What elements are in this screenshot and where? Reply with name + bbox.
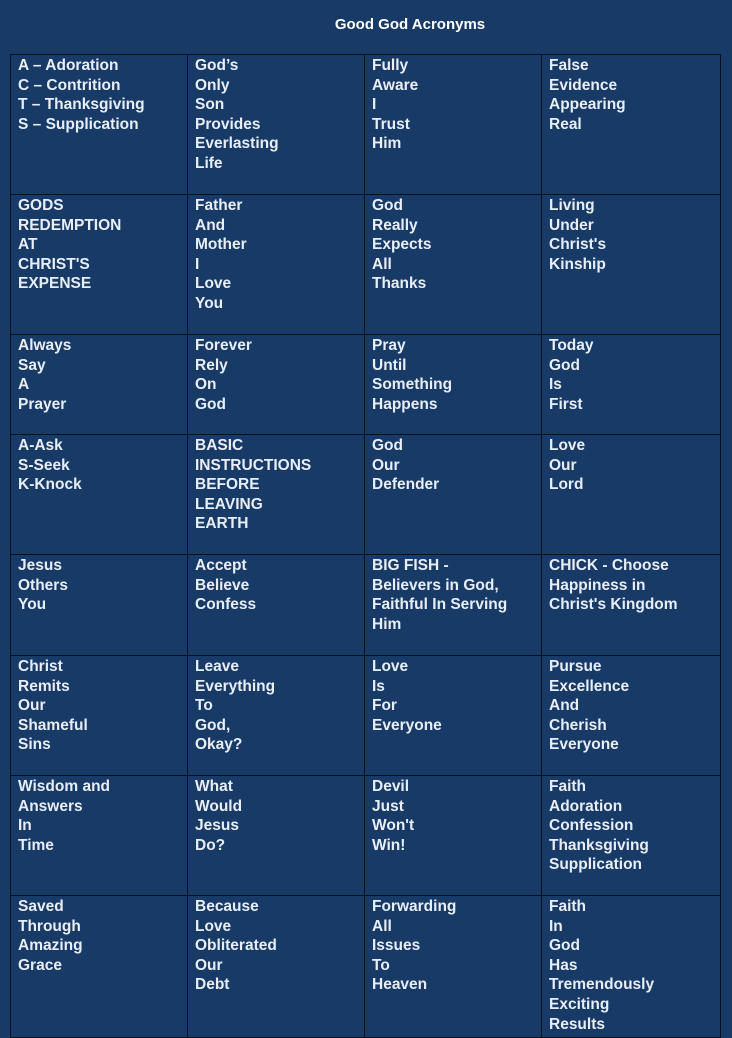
acronym-line: Father (195, 197, 243, 214)
acronym-line: A – Adoration (18, 57, 119, 74)
acronym-line: All (372, 917, 392, 935)
acronym-text (18, 336, 187, 414)
acronym-line: T – Thanksgiving (18, 96, 145, 114)
acronym-line: Pursue (549, 658, 602, 675)
acronym-line: Rely (195, 356, 228, 374)
acronym-line: Evidence (549, 76, 618, 94)
acronym-cell (11, 656, 188, 776)
acronym-text (372, 436, 541, 495)
acronym-line: I (195, 255, 200, 273)
acronym-cell (542, 55, 721, 195)
acronym-text (549, 897, 720, 1034)
acronym-line: AT (18, 236, 38, 254)
acronym-line: Our (372, 456, 400, 474)
acronym-cell (11, 896, 188, 1038)
acronym-line: Love (372, 658, 409, 675)
acronym-line: Accept (195, 557, 247, 574)
acronym-line: Pray (372, 337, 406, 354)
acronym-text (372, 56, 541, 154)
acronym-line: EARTH (195, 515, 249, 533)
acronym-line: God (195, 395, 226, 413)
acronym-line: REDEMPTION (18, 216, 122, 234)
acronym-line: On (195, 376, 217, 394)
acronym-line: Faith (549, 898, 587, 915)
acronym-text (372, 556, 541, 634)
acronym-text (18, 556, 187, 615)
acronym-line: S-Seek (18, 456, 70, 474)
acronym-cell (365, 335, 542, 435)
acronym-line: Confession (549, 817, 634, 835)
acronym-line: Everything (195, 677, 276, 695)
acronym-text (549, 657, 720, 755)
acronym-line: Results (549, 1015, 605, 1033)
acronym-line: Our (549, 456, 577, 474)
acronym-text (195, 777, 364, 855)
acronym-line: God’s (195, 57, 239, 74)
acronym-line: Expects (372, 236, 432, 254)
acronym-line: C – Contrition (18, 76, 121, 94)
acronym-line: Others (18, 576, 68, 594)
acronym-cell (365, 55, 542, 195)
acronym-cell (11, 776, 188, 896)
acronym-cell (188, 656, 365, 776)
acronym-line: BIG FISH - (372, 557, 449, 574)
acronym-line: Thanksgiving (549, 836, 649, 854)
acronym-line: A-Ask (18, 437, 63, 454)
acronym-line: False (549, 57, 589, 74)
acronym-table-body (11, 55, 721, 1038)
acronym-line: Something (372, 376, 453, 394)
acronym-line: Fully (372, 57, 409, 74)
acronym-line: Remits (18, 677, 70, 695)
acronym-cell (188, 776, 365, 896)
acronym-text (195, 556, 364, 615)
acronym-line: Just (372, 797, 404, 815)
acronym-cell (542, 896, 721, 1038)
acronym-text (372, 657, 541, 735)
acronym-cell (188, 435, 365, 555)
acronym-line: Always (18, 337, 72, 354)
acronym-line: Him (372, 135, 402, 153)
acronym-text (18, 657, 187, 755)
acronym-line: Believe (195, 576, 250, 594)
acronym-line: Won't (372, 817, 415, 835)
acronym-text (18, 196, 187, 294)
acronym-line: Jesus (18, 557, 62, 574)
acronym-line: GODS (18, 197, 64, 214)
acronym-line: Mother (195, 236, 247, 254)
acronym-cell (542, 335, 721, 435)
acronym-line: And (549, 697, 580, 715)
acronym-line: Confess (195, 596, 257, 614)
acronym-line: First (549, 395, 583, 413)
acronym-line: Provides (195, 115, 261, 133)
acronym-line: INSTRUCTIONS (195, 456, 312, 474)
acronym-line: God (372, 437, 403, 454)
acronym-line: Supplication (549, 856, 642, 874)
acronym-line: Sins (18, 736, 51, 754)
acronym-line: Christ's (549, 236, 607, 254)
acronym-line: Our (195, 956, 223, 974)
acronym-line: Love (549, 437, 586, 454)
acronym-line: Forwarding (372, 898, 457, 915)
acronym-cell (365, 195, 542, 335)
acronym-line: God, (195, 716, 231, 734)
acronym-text (18, 897, 187, 975)
acronym-text (372, 777, 541, 855)
acronym-text (549, 196, 720, 274)
acronym-text (549, 56, 720, 134)
acronym-line: In (549, 917, 563, 935)
acronym-line: Devil (372, 778, 410, 795)
acronym-line: LEAVING (195, 495, 263, 513)
acronym-line: Cherish (549, 716, 607, 734)
acronym-cell (365, 776, 542, 896)
acronym-text (549, 777, 720, 875)
acronym-line: Our (18, 697, 46, 715)
acronym-line: Time (18, 836, 54, 854)
acronym-line: Would (195, 797, 243, 815)
acronym-line: BEFORE (195, 476, 260, 494)
acronym-line: To (372, 956, 390, 974)
acronym-cell (542, 555, 721, 656)
acronym-line: CHRIST'S (18, 255, 90, 273)
acronym-cell (542, 656, 721, 776)
acronym-cell (11, 555, 188, 656)
acronym-text (18, 777, 187, 855)
acronym-cell (542, 195, 721, 335)
acronym-text (195, 897, 364, 995)
acronym-text (195, 56, 364, 174)
acronym-line: Jesus (195, 817, 239, 835)
acronym-line: To (195, 697, 213, 715)
acronym-line: Until (372, 356, 407, 374)
page-title: Good God Acronyms (334, 16, 486, 33)
acronym-line: A (18, 376, 30, 394)
acronym-line: CHICK - Choose (549, 557, 669, 574)
acronym-text (195, 657, 364, 755)
acronym-line: Today (549, 337, 594, 354)
acronym-line: Win! (372, 836, 406, 854)
acronym-line: God (549, 356, 580, 374)
acronym-cell (11, 195, 188, 335)
acronym-text (549, 436, 720, 495)
acronym-line: Shameful (18, 716, 88, 734)
acronym-cell (188, 195, 365, 335)
acronym-line: Excellence (549, 677, 630, 695)
acronym-line: Love (195, 917, 232, 935)
acronym-line: Happiness in (549, 576, 646, 594)
acronym-line: Kinship (549, 255, 606, 273)
acronym-line: Is (372, 677, 385, 695)
acronym-cell (188, 555, 365, 656)
table-row (11, 55, 721, 195)
acronym-line: Really (372, 216, 418, 234)
acronym-text (372, 336, 541, 414)
acronym-line: Christ's Kingdom (549, 596, 678, 614)
acronym-line: Faithful In Serving (372, 596, 508, 614)
acronym-line: Everyone (549, 736, 619, 754)
acronym-cell (542, 776, 721, 896)
acronym-line: Is (549, 376, 562, 394)
acronym-text (549, 336, 720, 414)
table-row (11, 195, 721, 335)
acronym-line: Heaven (372, 976, 428, 994)
acronym-line: Defender (372, 476, 440, 494)
acronym-line: Christ (18, 658, 63, 675)
acronym-text (18, 436, 187, 495)
acronym-text (195, 196, 364, 314)
acronym-line: You (18, 596, 47, 614)
acronym-line: Him (372, 615, 402, 633)
acronym-text (372, 897, 541, 995)
acronym-text (195, 336, 364, 414)
acronym-line: Lord (549, 476, 584, 494)
acronym-line: S – Supplication (18, 115, 139, 133)
acronym-line: All (372, 255, 392, 273)
acronym-cell (365, 656, 542, 776)
acronym-line: Only (195, 76, 230, 94)
table-row (11, 656, 721, 776)
acronym-line: Aware (372, 76, 419, 94)
acronym-line: Okay? (195, 736, 243, 754)
table-row (11, 776, 721, 896)
acronym-text (372, 196, 541, 294)
acronym-line: Love (195, 275, 232, 293)
acronym-cell (188, 896, 365, 1038)
acronym-line: Thanks (372, 275, 427, 293)
acronym-line: And (195, 216, 226, 234)
acronym-line: Do? (195, 836, 226, 854)
acronym-line: Adoration (549, 797, 623, 815)
acronym-cell (188, 55, 365, 195)
acronym-line: EXPENSE (18, 275, 92, 293)
acronym-line: Issues (372, 937, 421, 955)
acronym-line: Wisdom and (18, 778, 111, 795)
acronym-line: Tremendously (549, 976, 655, 994)
acronym-line: Believers in God, (372, 576, 499, 594)
acronym-line: Everyone (372, 716, 442, 734)
acronym-cell (542, 435, 721, 555)
acronym-line: Prayer (18, 395, 67, 413)
acronym-cell (11, 435, 188, 555)
acronym-line: You (195, 294, 224, 312)
acronym-line: Grace (18, 956, 62, 974)
acronym-line: Everlasting (195, 135, 279, 153)
acronym-cell (188, 335, 365, 435)
acronym-line: Appearing (549, 96, 626, 114)
acronym-line: Has (549, 956, 578, 974)
table-row (11, 555, 721, 656)
acronym-line: For (372, 697, 397, 715)
acronym-line: Saved (18, 898, 64, 915)
acronym-line: Living (549, 197, 595, 214)
acronym-line: Exciting (549, 995, 610, 1013)
acronym-cell (11, 335, 188, 435)
acronym-line: Say (18, 356, 46, 374)
acronym-line: K-Knock (18, 476, 82, 494)
acronym-line: Obliterated (195, 937, 277, 955)
acronym-line: In (18, 817, 32, 835)
table-row (11, 335, 721, 435)
acronym-line: BASIC (195, 437, 244, 454)
acronym-line: Debt (195, 976, 230, 994)
acronym-line: I (372, 96, 377, 114)
acronym-line: Life (195, 154, 223, 172)
acronym-line: Because (195, 898, 259, 915)
acronym-line: Through (18, 917, 81, 935)
acronym-line: Leave (195, 658, 239, 675)
acronym-line: Happens (372, 395, 438, 413)
acronym-cell (365, 555, 542, 656)
acronym-line: Under (549, 216, 594, 234)
acronym-line: Real (549, 115, 582, 133)
acronym-line: Faith (549, 778, 587, 795)
acronym-text (18, 56, 187, 134)
acronym-cell (365, 896, 542, 1038)
acronym-table (10, 54, 721, 1038)
acronym-text (195, 436, 364, 534)
table-row (11, 896, 721, 1038)
acronym-cell (11, 55, 188, 195)
acronym-line: God (372, 197, 403, 214)
acronym-line: Trust (372, 115, 410, 133)
acronym-line: Amazing (18, 937, 83, 955)
acronym-line: Son (195, 96, 225, 114)
acronym-text (549, 556, 720, 615)
acronym-line: Forever (195, 337, 252, 354)
table-row (11, 435, 721, 555)
acronym-cell (365, 435, 542, 555)
acronym-line: Answers (18, 797, 83, 815)
acronym-line: God (549, 937, 580, 955)
acronym-line: What (195, 778, 233, 795)
